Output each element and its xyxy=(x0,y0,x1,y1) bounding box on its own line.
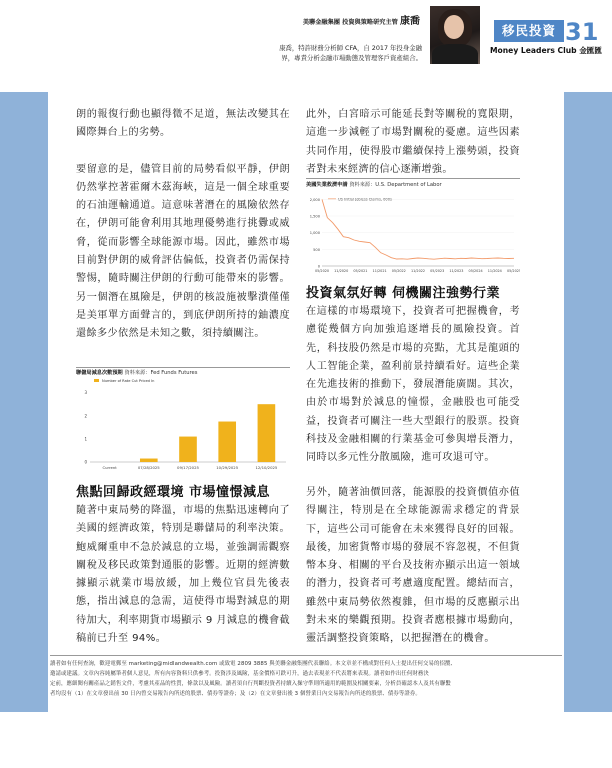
y-tick-label: 0 xyxy=(84,459,87,465)
jobless-claims-chart xyxy=(306,178,520,279)
rate-cut-chart-plot xyxy=(76,376,290,476)
y-tick-label: 3 xyxy=(84,390,87,396)
left-column-bottom xyxy=(76,484,290,648)
chart-title-text: 美國失業救濟申請 xyxy=(306,182,348,188)
x-tick-label: 05/2022 xyxy=(391,269,406,273)
author-position: 美聯金融集團 投資與策略研究主管 xyxy=(302,19,398,26)
legend-label: US Initial Jobless Claims, 000s xyxy=(338,197,392,202)
x-tick-label: 07/28/2025 xyxy=(137,465,160,470)
paragraph: 另外，隨著油價回落，能源股的投資價值亦值得關注，特別是在全球能源需求穩定的背景下，這些公司可能會在未來獲得良好的回報。最後，加密貨幣市場的發展不容忽視，不但貨幣本身、相關的平台及技術亦顯示出這一領域的潛力，投資者可考慮適度配置。總結而言，雖然中東局勢依然複雜，但市場的反應顯示出對未來的樂觀預期。投資者應根據市場動向，靈活調整投資策略，以把握潛在的機會。 xyxy=(306,487,520,645)
x-tick-label: 05/2021 xyxy=(353,269,368,273)
bar xyxy=(218,422,236,462)
y-tick-label: 2,000 xyxy=(309,197,320,202)
paragraph: 朗的報復行動也顯得微不足道，無法改變其在國際舞台上的劣勢。 xyxy=(76,109,290,139)
y-tick-label: 2 xyxy=(84,413,87,419)
right-accent-band xyxy=(564,92,612,712)
x-tick-label: Current xyxy=(102,465,117,470)
bar xyxy=(140,459,158,462)
y-tick-label: 1,500 xyxy=(309,214,320,219)
legend-label: Number of Rate Cut Priced In xyxy=(102,379,155,383)
x-tick-label: 09/17/2025 xyxy=(177,465,199,470)
bar xyxy=(179,437,197,462)
x-tick-label: 10/29/2025 xyxy=(216,465,239,470)
right-column-top xyxy=(306,106,520,179)
jobless-claims-chart-plot xyxy=(306,188,520,278)
section-tag: 移民投資 xyxy=(494,20,564,42)
chart-title xyxy=(76,369,290,376)
author-title xyxy=(240,12,420,27)
author-bio xyxy=(222,44,422,63)
x-tick-label: 05/2024 xyxy=(468,269,483,273)
left-column-top xyxy=(76,106,290,344)
x-tick-label: 11/2024 xyxy=(487,269,502,273)
y-tick-label: 0 xyxy=(317,264,320,269)
legend-swatch xyxy=(94,379,99,382)
chart-title xyxy=(306,181,520,188)
right-column-bottom xyxy=(306,484,520,649)
chart-title-text: 聯儲局減息次數預期 xyxy=(76,370,123,376)
right-column-middle xyxy=(306,285,520,468)
y-tick-label: 500 xyxy=(313,247,320,252)
paragraph: 在這樣的市場環境下，投資者可把握機會，考慮從幾個方向加強追逐增長的風險投資。首先，科技股仍然是市場的亮點，尤其是龍頭的人工智能企業，盈利前景持續看好。這些企業在先進技術的推動下，發展潛能廣闊。其次，由於市場對於減息的憧憬，金融股也可能受益，投資者可關注一些大型銀行的股票。投資科技及金融相關的行業基金可參與增長潛力，同時以多元性分散風險，進可攻退可守。 xyxy=(306,306,520,464)
bar xyxy=(258,404,276,462)
disclaimer xyxy=(50,659,562,699)
y-tick-label: 1,000 xyxy=(309,231,320,236)
disclaimer-line: 者均沒有（1）在文章發出前 30 日內曾交易報告內所述的股票、債券等證券；及（2）在文章發出後 3 個營業日內交易報告內所述的股票、債券等證券。 xyxy=(50,691,421,697)
disclaimer-line: 定前，應細閱有關產品之銷售文件，考慮其產品的性質，條款以及風險。讀者須自行判斷投資者持續入操守準則所適用的範圍及相關要素，分析員確認本人及其有聯繫 xyxy=(50,681,451,687)
paragraph: 隨著中東局勢的降溫，市場的焦點迅速轉向了美國的經濟政策，特別是聯儲局的利率決策。鮑威爾重申不急於減息的立場，並強調需觀察關稅及移民政策對通脹的影響。近期的經濟數據顯示就業市場放緩，加上幾位官員先後表態，指出減息的急需，這使得市場對減息的期待加大，利率期貨市場顯示 9 月減息的機會截稿前已升至 94%。 xyxy=(76,505,290,645)
disclaimer-line: 讀者如有任何查詢，歡迎電郵至 marketing@midlandwealth.com 或致電 2809 3885 與美聯金融集團代表聯絡。本文章並不構成對任何人士提出任何交易的招攬、 xyxy=(50,661,456,667)
section-heading: 投資氣氛好轉 伺機關注強勢行業 xyxy=(306,286,501,301)
x-tick-label: 12/10/2025 xyxy=(255,465,278,470)
paragraph: 要留意的是，儘管目前的局勢看似平靜，伊朗仍然掌控著霍爾木茲海峽，這是一個全球重要的石油運輸通道。這意味著潛在的風險依然存在，伊朗可能會利用其地理優勢進行挑釁或威脅，從而影響全球能源市場。因此，雖然市場目前對伊朗的威脅評估偏低，投資者仍需保持警惕，隨時關注伊朗的行動可能帶來的影響。另一個潛在風險是，伊朗的核設施被擊潰僅僅是美軍單方面聲言的，到底伊朗所持的鈾濃度還餘多少依然是未知之數，須持續關注。 xyxy=(76,163,290,340)
section-heading: 焦點回歸政經環境 市場憧憬減息 xyxy=(76,485,271,500)
page-header xyxy=(0,0,612,70)
x-tick-label: 11/2023 xyxy=(449,269,464,273)
author-bio-line: 界，專責分析金融市場動態及管理客戶資產組合。 xyxy=(281,53,422,62)
x-tick-label: 05/2020 xyxy=(314,269,330,273)
club-name: Money Leaders Club 金匯匯 xyxy=(490,46,602,55)
page-number: 31 xyxy=(565,18,599,46)
y-tick-label: 1 xyxy=(84,436,87,442)
author-photo xyxy=(430,6,480,64)
rate-cut-chart xyxy=(76,367,290,478)
x-tick-label: 05/2025 xyxy=(506,269,520,273)
footer-divider xyxy=(50,655,562,656)
series-line xyxy=(322,199,514,259)
x-tick-label: 11/2020 xyxy=(334,269,349,273)
disclaimer-line: 邀請或建議。文章內容純屬筆者個人意見，所有內容資料只供參考。投資涉及風險，基金價格可跌可升，過去表現並不代表將來表現。讀者如作出任何財務決 xyxy=(50,671,429,677)
author-bio-line: 康喬，特許財務分析師 CFA，自 2017 年投身金融 xyxy=(279,44,422,52)
chart-source: 資料來源：U.S. Department of Labor xyxy=(349,182,442,188)
x-tick-label: 11/2021 xyxy=(372,269,387,273)
author-name: 康喬 xyxy=(400,16,420,27)
paragraph: 此外，白宮暗示可能延長對等關稅的寬限期，這進一步減輕了市場對關稅的憂慮。這些因素共同作用，使得股市繼續保持上漲勢頭，投資者對未來經濟的信心逐漸增強。 xyxy=(306,109,520,175)
x-tick-label: 11/2022 xyxy=(410,269,426,273)
chart-source: 資料來源：Fed Funds Futures xyxy=(124,370,198,376)
left-accent-band xyxy=(0,92,48,712)
x-tick-label: 05/2023 xyxy=(430,269,445,273)
